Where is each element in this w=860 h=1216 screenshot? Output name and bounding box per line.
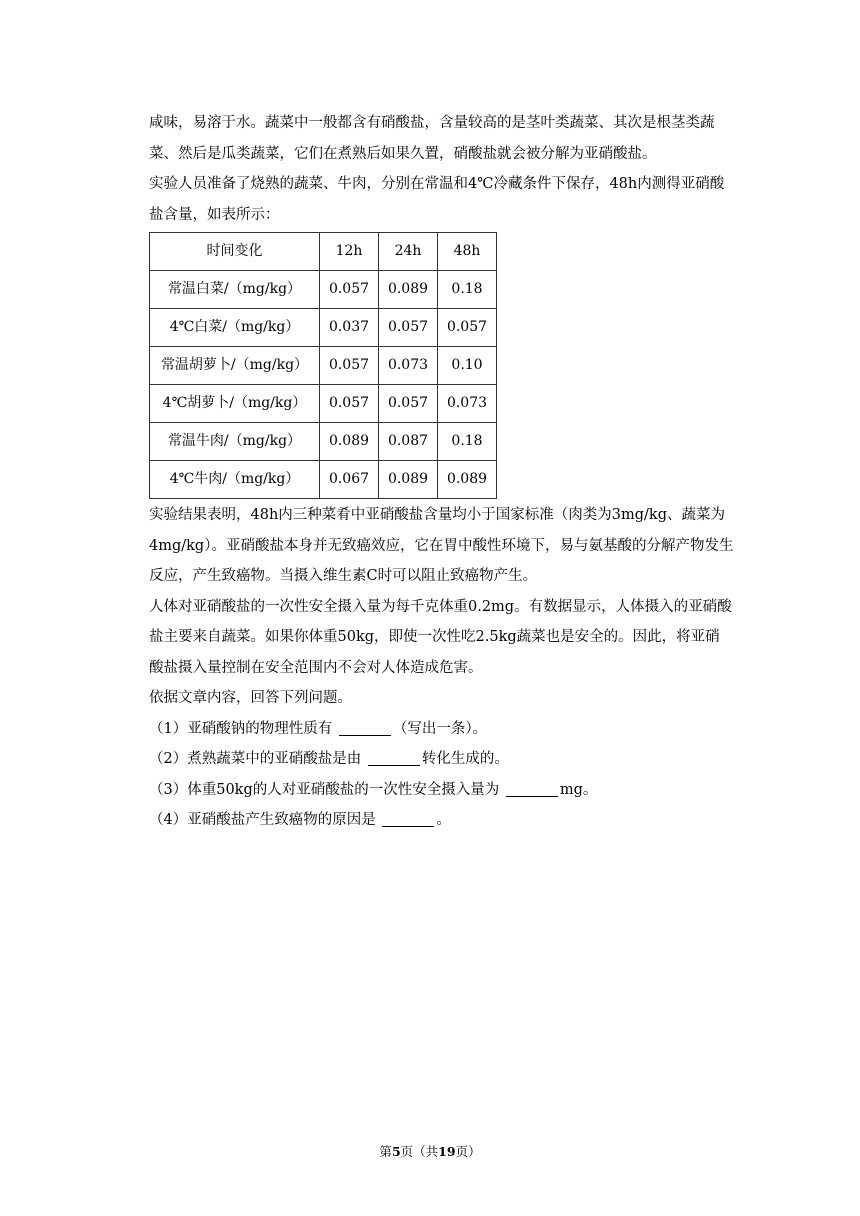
row-label: 4℃牛肉/（mg/kg） (150, 461, 320, 499)
row-label: 4℃白菜/（mg/kg） (150, 309, 320, 347)
table-header-row (150, 233, 497, 271)
question-3 (149, 775, 734, 806)
question-text: （1）亚硝酸钠的物理性质有 (149, 720, 337, 737)
answer-blank[interactable] (382, 810, 434, 827)
footer-text: 第 (379, 1144, 392, 1159)
row-label: 常温牛肉/（mg/kg） (150, 423, 320, 461)
row-label: 4℃胡萝卜/（mg/kg） (150, 385, 320, 423)
table-cell: 0.087 (379, 423, 438, 461)
table-cell: 0.089 (438, 461, 497, 499)
question-4 (149, 805, 734, 836)
table-cell: 0.057 (320, 385, 379, 423)
table-header-cell: 48h (438, 233, 497, 271)
paragraph-5: 依据文章内容，回答下列问题。 (149, 690, 352, 706)
question-text: （3）体重50kg的人对亚硝酸盐的一次性安全摄入量为 (149, 781, 504, 798)
row-label: 常温白菜/（mg/kg） (150, 271, 320, 309)
question-text: 。 (436, 812, 451, 828)
paragraph-1: 咸味，易溶于水。蔬菜中一般都含有硝酸盐，含量较高的是茎叶类蔬菜、其次是根茎类蔬菜、然后是瓜类蔬菜，它们在煮熟后如果久置，硝酸盐就会被分解为亚硝酸盐。 (149, 115, 715, 162)
answer-blank[interactable] (339, 719, 391, 736)
table-row (150, 271, 497, 309)
table-header-cell: 12h (320, 233, 379, 271)
table-row (150, 309, 497, 347)
table-cell: 0.057 (320, 347, 379, 385)
paragraph-2: 实验人员准备了烧熟的蔬菜、牛肉，分别在常温和4℃冷藏条件下保存，48h内测得亚硝酸盐含量，如表所示： (149, 176, 725, 223)
table-cell: 0.073 (379, 347, 438, 385)
table-cell: 0.18 (438, 423, 497, 461)
table-row (150, 347, 497, 385)
paragraph-3: 实验结果表明，48h内三种菜肴中亚硝酸盐含量均小于国家标准（肉类为3mg/kg、蔬菜为4mg/kg）。亚硝酸盐本身并无致癌效应，它在胃中酸性环境下，易与氨基酸的分解产物发生反应，产生致癌物。当摄入维生素C时可以阻止致癌物产生。 (149, 507, 734, 584)
row-label: 常温胡萝卜/（mg/kg） (150, 347, 320, 385)
table-header-cell: 24h (379, 233, 438, 271)
footer-text: 页） (455, 1144, 481, 1159)
table-cell: 0.089 (379, 271, 438, 309)
table-cell: 0.057 (379, 385, 438, 423)
question-text: （2）煮熟蔬菜中的亚硝酸盐是由 (149, 751, 366, 767)
nitrite-content-table (149, 232, 497, 499)
table-row (150, 385, 497, 423)
question-text: mg。 (559, 781, 598, 798)
answer-blank[interactable] (506, 780, 558, 797)
question-text: 转化生成的。 (421, 751, 509, 767)
table-row (150, 423, 497, 461)
table-row (150, 461, 497, 499)
table-cell: 0.057 (438, 309, 497, 347)
table-cell: 0.18 (438, 271, 497, 309)
question-text: （写出一条）。 (392, 720, 488, 737)
question-2 (149, 744, 734, 775)
article-content (149, 108, 734, 836)
page-footer (0, 1142, 860, 1160)
table-cell: 0.073 (438, 385, 497, 423)
answer-blank[interactable] (368, 749, 420, 766)
table-cell: 0.057 (320, 271, 379, 309)
table-cell: 0.067 (320, 461, 379, 499)
table-cell: 0.089 (379, 461, 438, 499)
table-cell: 0.10 (438, 347, 497, 385)
table-cell: 0.089 (320, 423, 379, 461)
paragraph-4: 人体对亚硝酸盐的一次性安全摄入量为每千克体重0.2mg。有数据显示，人体摄入的亚硝酸盐主要来自蔬菜。如果你体重50kg，即使一次性吃2.5kg蔬菜也是安全的。因此，将亚硝酸盐摄入量控制在安全范围内不会对人体造成危害。 (149, 598, 732, 676)
table-header-cell: 时间变化 (150, 233, 320, 271)
total-pages: 19 (438, 1144, 456, 1159)
table-cell: 0.037 (320, 309, 379, 347)
table-cell: 0.057 (379, 309, 438, 347)
footer-text: 页（共 (400, 1144, 439, 1159)
page-number: 5 (391, 1144, 401, 1159)
question-1 (149, 714, 734, 745)
question-text: （4）亚硝酸盐产生致癌物的原因是 (149, 812, 381, 828)
